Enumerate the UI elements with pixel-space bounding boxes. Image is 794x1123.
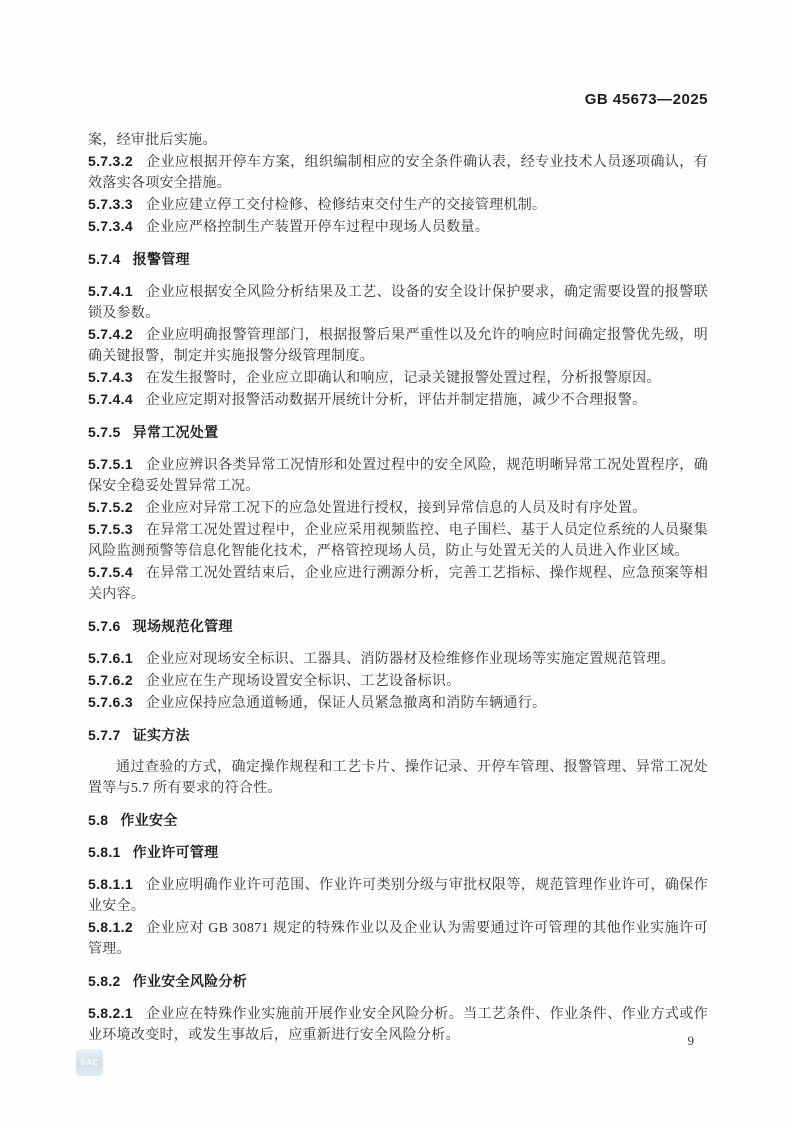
heading-text: 作业安全风险分析 — [132, 973, 248, 989]
sac-logo-watermark — [76, 1049, 103, 1076]
paragraph-text: 在发生报警时，企业应立即确认和响应，记录关键报警处置过程，分析报警原因。 — [145, 371, 661, 386]
section-heading — [88, 422, 708, 443]
paragraph — [88, 130, 708, 151]
paragraph-text: 企业应明确作业许可范围、作业许可类别分级与审批权限等，规范管理作业许可，确保作业安全。 — [88, 878, 708, 914]
heading-text: 作业安全 — [120, 812, 178, 828]
paragraph — [88, 389, 708, 411]
clause-number: 5.7.4 — [88, 251, 121, 267]
heading-text: 异常工况处置 — [132, 424, 219, 440]
paragraph — [88, 216, 708, 238]
paragraph-text: 企业应建立停工交付检修、检修结束交付生产的交接管理机制。 — [145, 198, 547, 213]
paragraph-text: 企业应在生产现场设置安全标识、工艺设备标识。 — [145, 674, 461, 689]
clause-number: 5.7.4.2 — [88, 326, 133, 342]
section-heading — [88, 810, 708, 831]
section-heading — [88, 842, 708, 863]
page-header — [88, 92, 708, 108]
paragraph-text: 企业应根据安全风险分析结果及工艺、设备的安全设计保护要求，确定需要设置的报警联锁及参数。 — [88, 285, 708, 321]
clause-number: 5.7.3.3 — [88, 196, 133, 212]
clause-number: 5.7.6 — [88, 618, 121, 634]
paragraph-text: 企业应根据开停车方案，组织编制相应的安全条件确认表，经专业技术人员逐项确认，有效落实各项安全措施。 — [88, 155, 708, 191]
clause-number: 5.7.6.3 — [88, 694, 133, 710]
section-heading — [88, 725, 708, 746]
clause-number: 5.7.6.2 — [88, 672, 133, 688]
paragraph — [88, 281, 708, 324]
clause-number: 5.7.5.2 — [88, 499, 133, 515]
clause-number: 5.7.5.1 — [88, 456, 133, 472]
paragraph-text: 通过查验的方式，确定操作规程和工艺卡片、操作记录、开停车管理、报警管理、异常工况处置等与5.7 所有要求的符合性。 — [88, 760, 708, 796]
clause-number: 5.8.2 — [88, 973, 121, 989]
paragraph — [88, 194, 708, 216]
paragraph-text: 企业应对异常工况下的应急处置进行授权，接到异常信息的人员及时有序处置。 — [145, 501, 647, 516]
clause-number: 5.8.1 — [88, 844, 121, 860]
paragraph-text: 案，经审批后实施。 — [88, 133, 217, 148]
page-content — [88, 92, 708, 1046]
clause-number: 5.7.6.1 — [88, 650, 133, 666]
paragraph — [88, 692, 708, 714]
paragraph-text: 企业应保持应急通道畅通，保证人员紧急撤离和消防车辆通行。 — [145, 696, 547, 711]
paragraph — [88, 519, 708, 562]
paragraph — [88, 367, 708, 389]
paragraph-text: 企业应明确报警管理部门，根据报警后果严重性以及允许的响应时间确定报警优先级，明确关键报警，制定并实施报警分级管理制度。 — [88, 328, 708, 364]
heading-text: 报警管理 — [132, 251, 190, 267]
paragraph-text: 企业应严格控制生产装置开停车过程中现场人员数量。 — [145, 220, 490, 235]
paragraph — [88, 151, 708, 194]
clause-number: 5.7.3.4 — [88, 218, 133, 234]
paragraph — [88, 562, 708, 605]
section-heading — [88, 249, 708, 270]
clause-number: 5.7.4.4 — [88, 391, 133, 407]
paragraph-text: 在异常工况处置过程中，企业应采用视频监控、电子围栏、基于人员定位系统的人员聚集风险监测预警等信息化智能化技术，严格管控现场人员，防止与处置无关的人员进入作业区域。 — [88, 523, 708, 559]
clause-number: 5.8.1.2 — [88, 919, 133, 935]
clause-number: 5.7.5.4 — [88, 564, 133, 580]
paragraph-text: 企业应在特殊作业实施前开展作业安全风险分析。当工艺条件、作业条件、作业方式或作业环境改变时，或发生事故后，应重新进行安全风险分析。 — [88, 1007, 708, 1043]
paragraph — [88, 917, 708, 960]
paragraph-text: 在异常工况处置结束后，企业应进行溯源分析，完善工艺指标、操作规程、应急预案等相关内容。 — [88, 566, 708, 602]
paragraph — [88, 874, 708, 917]
document-body — [88, 130, 708, 1046]
standard-number: GB 45673—2025 — [584, 91, 708, 108]
heading-text: 现场规范化管理 — [132, 618, 233, 634]
clause-number: 5.7.3.2 — [88, 153, 133, 169]
paragraph — [88, 497, 708, 519]
paragraph — [88, 1003, 708, 1046]
clause-number: 5.7.4.3 — [88, 369, 133, 385]
clause-number: 5.8.1.1 — [88, 876, 133, 892]
paragraph-text: 企业应对 GB 30871 规定的特殊作业以及企业认为需要通过许可管理的其他作业实施许可管理。 — [88, 921, 708, 957]
section-heading — [88, 971, 708, 992]
clause-number: 5.7.7 — [88, 727, 121, 743]
paragraph-text: 企业应定期对报警活动数据开展统计分析，评估并制定措施，减少不合理报警。 — [145, 393, 647, 408]
paragraph — [88, 757, 708, 799]
clause-number: 5.8 — [88, 812, 109, 828]
heading-text: 作业许可管理 — [132, 844, 219, 860]
heading-text: 证实方法 — [132, 727, 190, 743]
clause-number: 5.7.5.3 — [88, 521, 133, 537]
paragraph — [88, 324, 708, 367]
page-number: 9 — [687, 1033, 694, 1048]
clause-number: 5.8.2.1 — [88, 1005, 133, 1021]
watermark-label: SAC — [80, 1058, 99, 1067]
paragraph-text: 企业应辨识各类异常工况情形和处置过程中的安全风险，规范明晰异常工况处置程序，确保安全稳妥处置异常工况。 — [88, 458, 708, 494]
paragraph-text: 企业应对现场安全标识、工器具、消防器材及检维修作业现场等实施定置规范管理。 — [145, 652, 676, 667]
paragraph — [88, 454, 708, 497]
clause-number: 5.7.4.1 — [88, 283, 133, 299]
section-heading — [88, 616, 708, 637]
paragraph — [88, 648, 708, 670]
clause-number: 5.7.5 — [88, 424, 121, 440]
paragraph — [88, 670, 708, 692]
